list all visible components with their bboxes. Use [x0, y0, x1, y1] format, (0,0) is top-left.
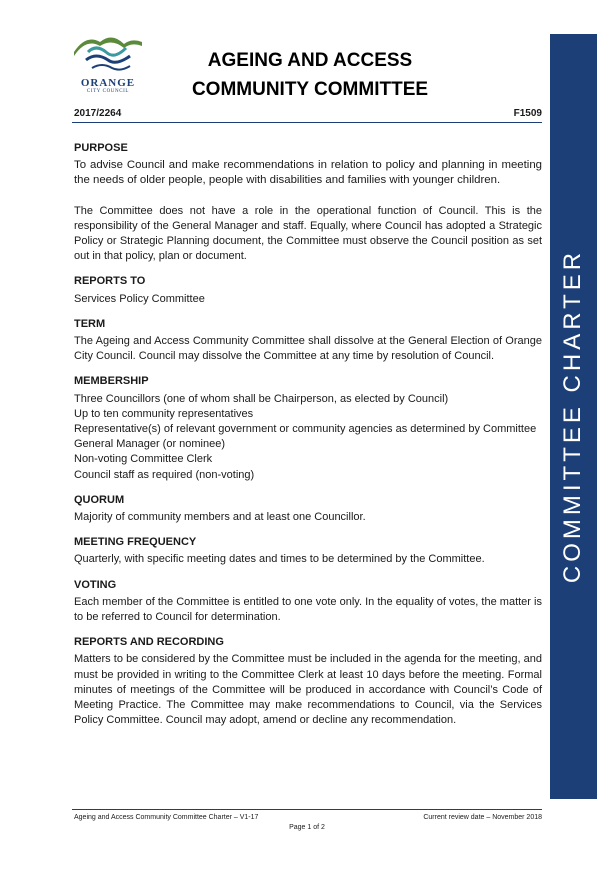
heading-term: TERM — [74, 317, 106, 330]
heading-reports-recording: REPORTS AND RECORDING — [74, 636, 224, 649]
document-title — [160, 46, 460, 104]
heading-meeting-frequency: MEETING FREQUENCY — [74, 536, 197, 549]
membership-item: Representative(s) of relevant government or community agencies as determined by Committee — [74, 423, 537, 436]
logo-hills-icon — [72, 30, 144, 80]
quorum-text: Majority of community members and at least one Councillor. — [74, 511, 366, 524]
voting-text: Each member of the Committee is entitled to one vote only. In the equality of votes, the matter is to be referred to Council for determination. — [74, 595, 542, 624]
section-purpose — [74, 141, 542, 264]
reference-row — [74, 108, 542, 122]
header-divider — [72, 122, 542, 123]
term-text: The Ageing and Access Community Committee shall dissolve at the General Election of Orange City Council. Council may dissolve the Committee at any time by resolution of Council. — [74, 335, 542, 363]
file-number: F1509 — [513, 108, 542, 119]
logo-name: ORANGE — [80, 77, 136, 89]
purpose-paragraph-2: The Committee does not have a role in the operational function of Council. This is the responsibility of the General Manager and staff. Equally, where Council has adopted a Strategic Policy or Strategic Planning document, the Committee must observe the Council position as set out in that policy, plan or document. — [74, 204, 542, 263]
purpose-paragraph-1: To advise Council and make recommendations in relation to policy and planning in meeting the needs of older people, people with disabilities and families with younger children. — [74, 159, 542, 187]
section-term — [74, 317, 542, 365]
sidebar-label: COMMITTEE CHARTER — [559, 248, 586, 584]
section-membership — [74, 374, 542, 482]
title-line-2: COMMUNITY COMMITTEE — [191, 79, 429, 100]
heading-quorum: QUORUM — [74, 493, 125, 506]
heading-purpose: PURPOSE — [74, 142, 128, 154]
section-quorum — [74, 493, 542, 525]
section-reports-to — [74, 274, 542, 306]
footer-divider — [72, 809, 542, 810]
section-voting — [74, 578, 542, 626]
heading-voting: VOTING — [74, 578, 117, 591]
membership-item: Up to ten community representatives — [74, 407, 254, 420]
document-body — [74, 141, 542, 739]
logo-text — [72, 78, 144, 95]
membership-item: Non-voting Committee Clerk — [74, 453, 213, 466]
section-reports-recording — [74, 635, 542, 728]
heading-reports-to: REPORTS TO — [74, 275, 146, 288]
footer-document-name: Ageing and Access Community Committee Charter – V1-17 — [74, 814, 259, 821]
reports-to-text: Services Policy Committee — [74, 292, 205, 305]
membership-item: Council staff as required (non-voting) — [74, 468, 255, 481]
membership-item: General Manager (or nominee) — [74, 438, 226, 451]
section-meeting-frequency — [74, 535, 542, 567]
meeting-frequency-text: Quarterly, with specific meeting dates and times to be determined by the Committee. — [74, 553, 485, 566]
logo-subtitle: CITY COUNCIL — [86, 89, 130, 94]
membership-item: Three Councillors (one of whom shall be Chairperson, as elected by Council) — [74, 392, 449, 405]
page-number: Page 1 of 2 — [289, 824, 325, 831]
reports-recording-text: Matters to be considered by the Committee must be included in the agenda for the meeting, and must be provided in writing to the Committee Clerk at least 10 days before the meeting. Formal minutes of meetings of the Committee will be produced in accordance with Council’s Code of Meeting Practice. The Committee may make recommendations to Council, via the Services Policy Committee. Council may adopt, amend or decline any recommendation. — [74, 653, 542, 727]
heading-membership: MEMBERSHIP — [74, 375, 149, 388]
footer-review-date: Current review date – November 2018 — [423, 814, 542, 821]
record-number: 2017/2264 — [74, 108, 122, 119]
title-line-1: AGEING AND ACCESS — [207, 50, 413, 71]
